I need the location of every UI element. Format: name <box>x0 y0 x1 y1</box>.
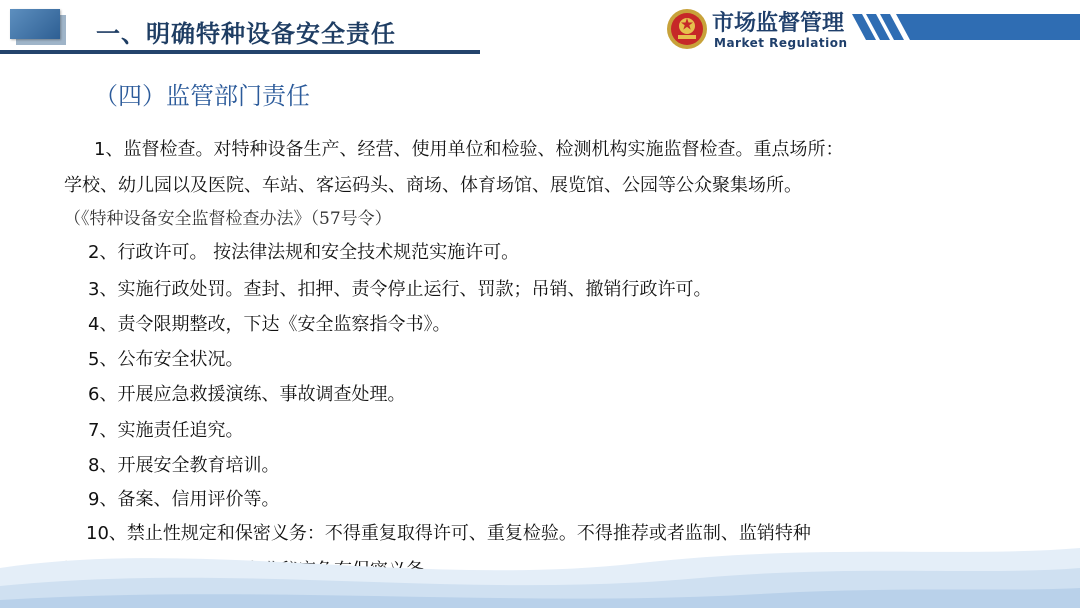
body-line: 6、开展应急救援演练、事故调查处理。 <box>88 384 406 405</box>
body-line: 学校、幼儿园以及医院、车站、客运码头、商场、体育场馆、展览馆、公园等公众聚集场所。 <box>64 175 802 196</box>
section-title: 一、明确特种设备安全责任 <box>96 20 396 48</box>
national-emblem-icon <box>666 8 708 50</box>
body-line: 5、公布安全状况。 <box>88 349 244 370</box>
subsection-title: （四）监管部门责任 <box>94 82 310 110</box>
body-line: 1、监督检查。对特种设备生产、经营、使用单位和检验、检测机构实施监督检查。重点场所： <box>94 139 844 160</box>
citation-line: （《特种设备安全监督检查办法》（57号令） <box>64 209 392 229</box>
brand-name-cn: 市场监督管理 <box>712 11 845 36</box>
bottom-wave-decor <box>0 518 1080 608</box>
body-line: 4、责令限期整改，下达《安全监察指令书》。 <box>88 314 451 335</box>
body-line: 8、开展安全教育培训。 <box>88 455 280 476</box>
brand-name-en: Market Regulation <box>714 36 848 50</box>
body-line: 9、备案、信用评价等。 <box>88 489 280 510</box>
body-line: 3、实施行政处罚。查封、扣押、责令停止运行、罚款；吊销、撤销行政许可。 <box>88 279 712 300</box>
body-line: 10、禁止性规定和保密义务：不得重复取得许可、重复检验。不得推荐或者监制、监销特种 <box>86 523 811 544</box>
body-line: 2、行政许可。 按法律法规和安全技术规范实施许可。 <box>88 242 520 263</box>
header-divider <box>0 50 480 54</box>
body-line: 7、实施责任追究。 <box>88 420 244 441</box>
header-decor-icon <box>10 9 68 47</box>
header-stripes-decor <box>852 14 1080 40</box>
